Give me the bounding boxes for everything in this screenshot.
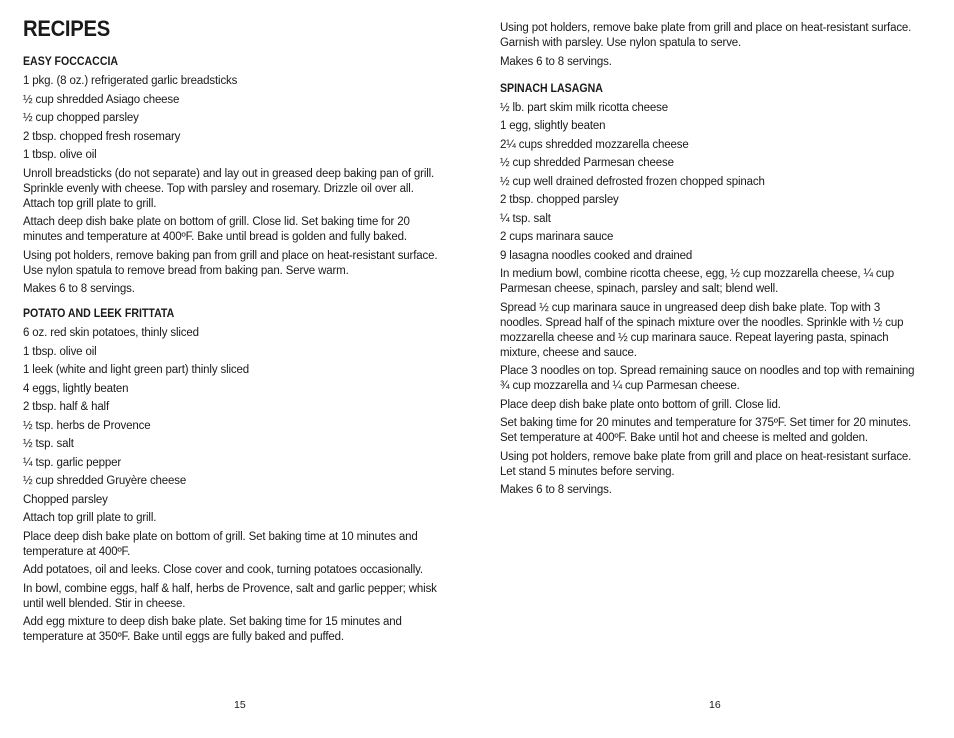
instruction: Place 3 noodles on top. Spread remaining sauce on noodles and top with remaining ¾ cup mozzarella and ¼ cup Parmesan cheese.: [500, 365, 915, 392]
ingredient: 9 lasagna noodles cooked and drained: [500, 249, 693, 262]
servings: Makes 6 to 8 servings.: [23, 283, 135, 295]
instruction: Add potatoes, oil and leeks. Close cover and cook, turning potatoes occasionally.: [23, 564, 423, 576]
servings: Makes 6 to 8 servings.: [500, 55, 612, 68]
ingredient: ½ cup shredded Gruyère cheese: [23, 475, 187, 487]
left-content: [23, 55, 443, 649]
servings: Makes 6 to 8 servings.: [500, 484, 612, 496]
recipe-easy-foccaccia: [23, 55, 443, 297]
ingredient: 2¼ cups shredded mozzarella cheese: [500, 138, 689, 151]
instruction: Using pot holders, remove baking pan from grill and place on heat-resistant surface. Use nylon spatula to remove bread from baking pan. Serve warm.: [23, 249, 438, 277]
instruction: Using pot holders, remove bake plate from grill and place on heat-resistant surface. Garnish with parsley. Use nylon spatula to serve.: [500, 22, 912, 49]
instruction: Attach deep dish bake plate on bottom of grill. Close lid. Set baking time for 20 minutes and temperature at 400ºF. Bake until bread is golden and fully baked.: [23, 216, 410, 243]
ingredient: Chopped parsley: [23, 493, 108, 506]
instruction: In bowl, combine eggs, half & half, herbs de Provence, salt and garlic pepper; whisk until well blended. Stir in cheese.: [23, 582, 437, 610]
ingredient: 4 eggs, lightly beaten: [23, 382, 129, 395]
ingredient: 1 egg, slightly beaten: [500, 120, 606, 132]
ingredient: 1 leek (white and light green part) thinly sliced: [23, 364, 249, 376]
ingredient: ¼ tsp. salt: [500, 212, 551, 225]
ingredient: 6 oz. red skin potatoes, thinly sliced: [23, 327, 199, 339]
ingredient: 1 tbsp. olive oil: [23, 149, 97, 161]
recipe-potato-leek-frittata: [23, 307, 443, 645]
recipe-title: POTATO AND LEEK FRITTATA: [23, 308, 175, 320]
instruction: Place deep dish bake plate on bottom of grill. Set baking time at 10 minutes and temperature at 400ºF.: [23, 530, 418, 558]
ingredient: ½ cup shredded Parmesan cheese: [500, 157, 674, 169]
instruction: In medium bowl, combine ricotta cheese, egg, ½ cup mozzarella cheese, ¼ cup Parmesan cheese, spinach, parsley and salt; blend well.: [500, 268, 895, 295]
ingredient: 1 tbsp. olive oil: [23, 345, 97, 358]
instruction: Attach top grill plate to grill.: [23, 512, 157, 524]
page-title: RECIPES: [23, 16, 110, 41]
ingredient: ½ cup shredded Asiago cheese: [23, 93, 180, 106]
page-number-left: 15: [234, 699, 246, 711]
page-number-right: 16: [709, 699, 721, 711]
ingredient: 2 tbsp. half & half: [23, 401, 110, 413]
recipe-continued: [500, 21, 925, 70]
ingredient: 1 pkg. (8 oz.) refrigerated garlic breadsticks: [23, 75, 238, 87]
ingredient: 2 tbsp. chopped fresh rosemary: [23, 130, 181, 143]
instruction: Set baking time for 20 minutes and temperature for 375ºF. Set timer for 20 minutes. Set temperature at 400ºF. Bake until hot and cheese is melted and golden.: [500, 417, 912, 444]
ingredient: 2 cups marinara sauce: [500, 231, 614, 243]
recipe-spinach-lasagna: [500, 82, 925, 499]
recipe-title: EASY FOCCACCIA: [23, 56, 119, 68]
ingredient: ¼ tsp. garlic pepper: [23, 456, 122, 469]
ingredient: 2 tbsp. chopped parsley: [500, 194, 619, 206]
instruction: Place deep dish bake plate onto bottom of grill. Close lid.: [500, 398, 781, 411]
ingredient: ½ tsp. herbs de Provence: [23, 419, 151, 432]
instruction: Spread ½ cup marinara sauce in ungreased deep dish bake plate. Top with 3 noodles. Spread half of the spinach mixture over the noodles. Sprinkle with ½ cup mozzarella cheese and ½ cup marinara sauce. Repeat layering pasta, spinach mixture, cheese and sauce.: [500, 301, 904, 359]
right-content: [500, 21, 925, 502]
recipe-title: SPINACH LASAGNA: [500, 82, 603, 95]
ingredient: ½ cup chopped parsley: [23, 112, 139, 124]
instruction: Unroll breadsticks (do not separate) and lay out in greased deep baking pan of grill. Sprinkle evenly with cheese. Top with parsley and rosemary. Drizzle oil over all. Attach top grill plate to grill.: [23, 167, 435, 210]
ingredient: ½ cup well drained defrosted frozen chopped spinach: [500, 175, 765, 188]
ingredient: ½ lb. part skim milk ricotta cheese: [500, 101, 668, 114]
instruction: Using pot holders, remove bake plate from grill and place on heat-resistant surface. Let stand 5 minutes before serving.: [500, 450, 912, 478]
instruction: Add egg mixture to deep dish bake plate. Set baking time for 15 minutes and temperature at 350ºF. Bake until eggs are fully baked and puffed.: [23, 616, 402, 643]
ingredient: ½ tsp. salt: [23, 438, 74, 450]
